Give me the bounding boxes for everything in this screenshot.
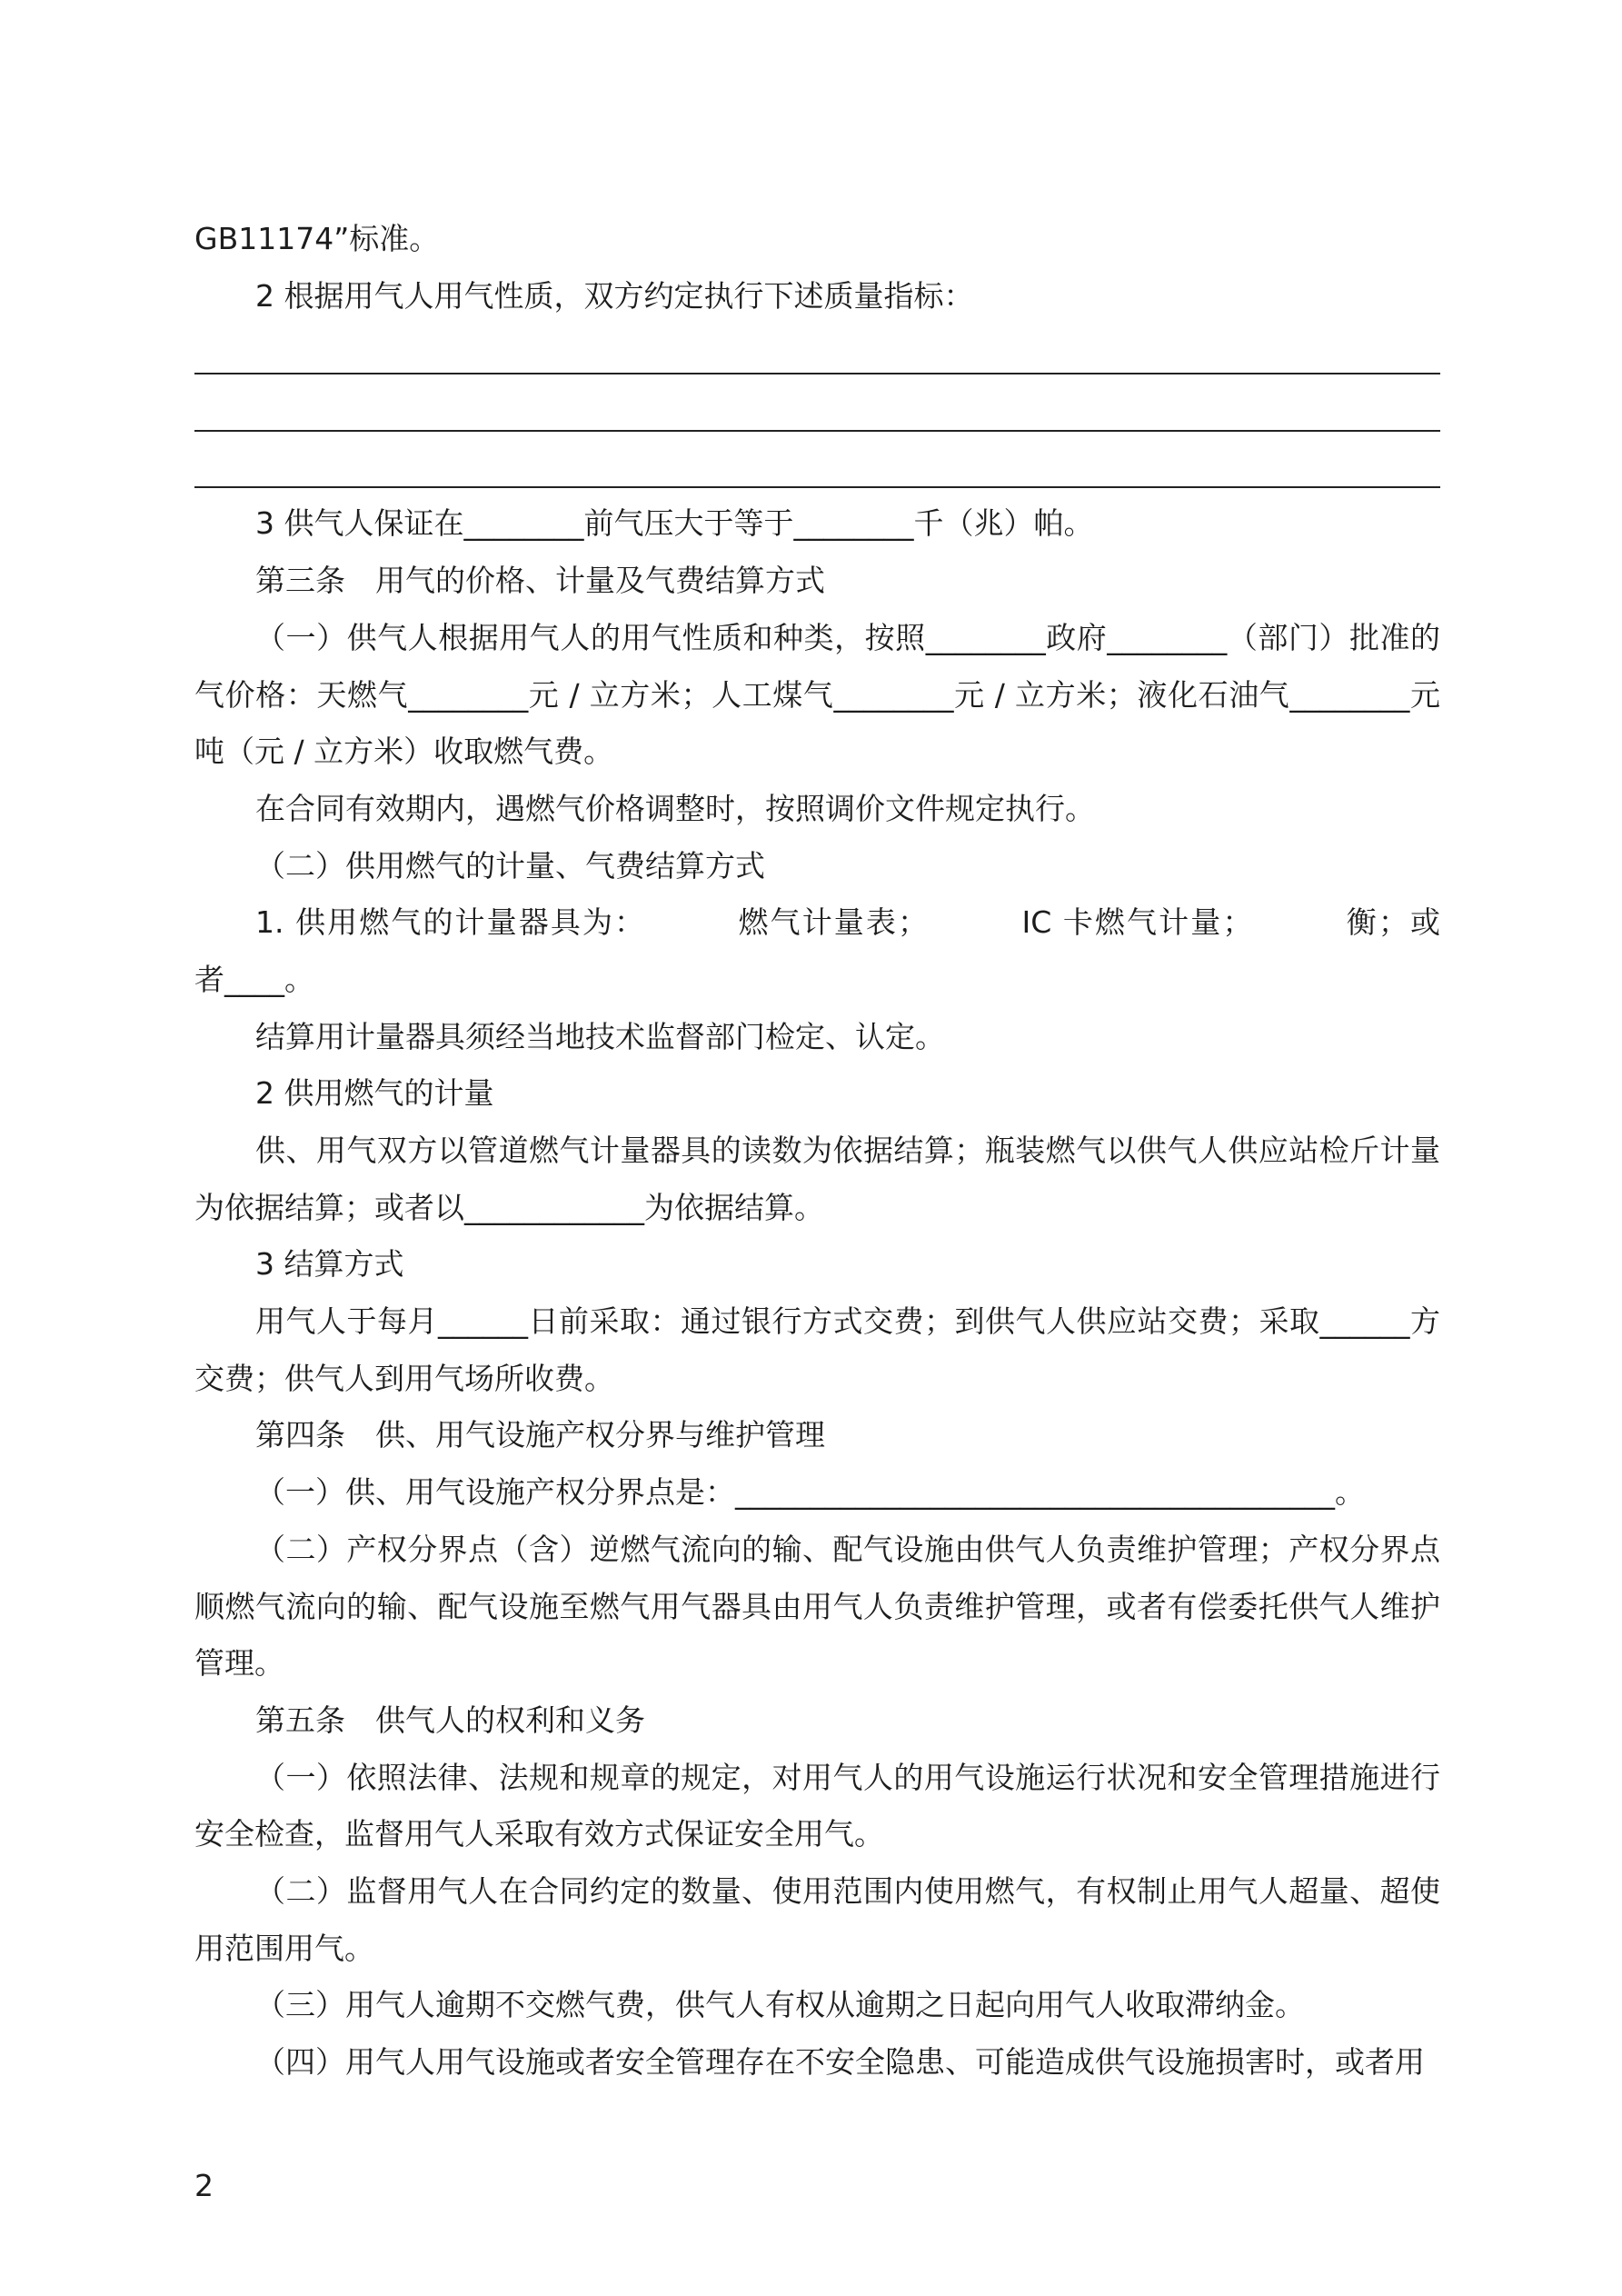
document-body (194, 211, 1440, 2091)
text-line: 气价格：天燃气________元 / 立方米；人工煤气________元 / 立方米；液化石油气________元 (194, 676, 1440, 713)
fill-in-rule-line (194, 439, 1440, 496)
text-line: （一）供、用气设施产权分界点是：________________________________________。 (255, 1474, 1365, 1511)
text-line: （二）供用燃气的计量、气费结算方式 (255, 847, 765, 883)
text-line: 第四条 供、用气设施产权分界与维护管理 (255, 1417, 825, 1453)
text-line: （二）产权分界点（含）逆燃气流向的输、配气设施由供气人负责维护管理；产权分界点 (255, 1531, 1440, 1567)
text-line: 顺燃气流向的输、配气设施至燃气用气器具由用气人负责维护管理，或者有偿委托供气人维护 (194, 1588, 1440, 1624)
text-line: 用范围用气。 (194, 1930, 374, 1966)
text-line: 第五条 供气人的权利和义务 (255, 1702, 645, 1738)
text-line: （二）监督用气人在合同约定的数量、使用范围内使用燃气，有权制止用气人超量、超使 (255, 1872, 1440, 1909)
text-line: 3 结算方式 (255, 1246, 404, 1283)
text-line: （三）用气人逾期不交燃气费，供气人有权从逾期之日起向用气人收取滞纳金。 (255, 1987, 1305, 2023)
text-line: 安全检查，监督用气人采取有效方式保证安全用气。 (194, 1816, 884, 1852)
page-number: 2 (194, 2168, 214, 2203)
text-line: 1. 供用燃气的计量器具为： 燃气计量表； IC 卡燃气计量； 衡；或 (255, 904, 1440, 941)
text-line: 为依据结算；或者以____________为依据结算。 (194, 1189, 824, 1225)
text-line: 3 供气人保证在________前气压大于等于________千（兆）帕。 (255, 505, 1094, 542)
text-line: （一）供气人根据用气人的用气性质和种类，按照________政府________（部门）批准的 (255, 619, 1440, 655)
text-line: 者____。 (194, 961, 314, 997)
text-line: 第三条 用气的价格、计量及气费结算方式 (255, 563, 825, 599)
text-line: 供、用气双方以管道燃气计量器具的读数为依据结算；瓶装燃气以供气人供应站检斤计量 (255, 1133, 1440, 1168)
text-line: 交费；供气人到用气场所收费。 (194, 1360, 614, 1396)
text-line: 结算用计量器具须经当地技术监督部门检定、认定。 (255, 1018, 945, 1054)
text-line: 在合同有效期内，遇燃气价格调整时，按照调价文件规定执行。 (255, 790, 1095, 826)
text-line: （一）依照法律、法规和规章的规定，对用气人的用气设施运行状况和安全管理措施进行 (255, 1759, 1440, 1795)
text-line: 吨（元 / 立方米）收取燃气费。 (194, 734, 614, 770)
text-line: 2 供用燃气的计量 (255, 1075, 494, 1112)
fill-in-rule-line (194, 324, 1440, 382)
text-line: GB11174”标准。 (194, 221, 440, 256)
text-line: 2 根据用气人用气性质，双方约定执行下述质量指标： (255, 277, 974, 314)
text-line: 用气人于每月______日前采取：通过银行方式交费；到供气人供应站交费；采取______方 (255, 1303, 1440, 1340)
text-line: （四）用气人用气设施或者安全管理存在不安全隐患、可能造成供气设施损害时，或者用 (255, 2044, 1425, 2080)
text-line: 管理。 (194, 1645, 284, 1682)
fill-in-rule-line (194, 382, 1440, 439)
